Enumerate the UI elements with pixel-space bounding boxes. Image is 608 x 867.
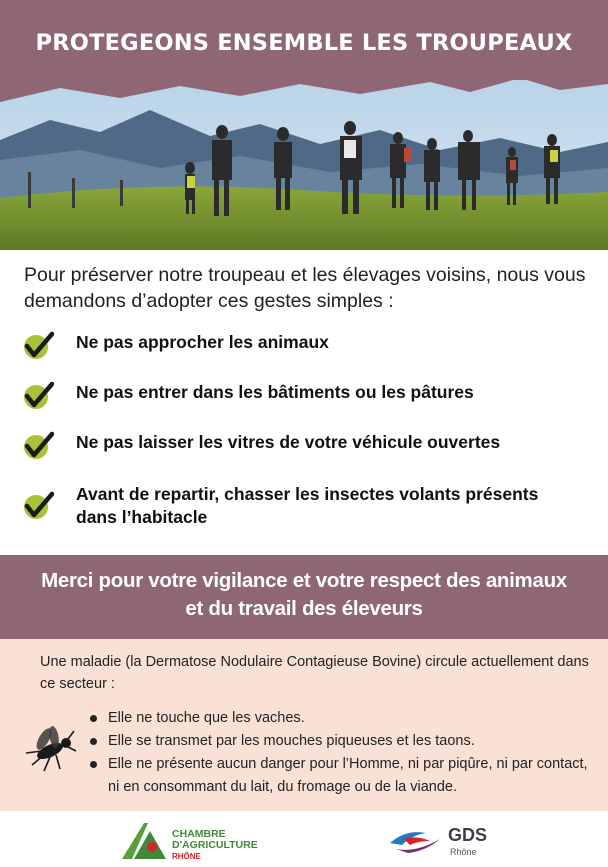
banner-line-1: Merci pour votre vigilance et votre respect des animaux [41, 569, 567, 592]
thanks-banner [0, 555, 608, 639]
chambre-agriculture-name: CHAMBRE D'AGRICULTURE RHÔNE [172, 828, 258, 861]
footer-logos [0, 811, 608, 867]
gds-name: GDS [448, 825, 488, 845]
checklist-item-label: Ne pas approcher les animaux [76, 332, 329, 352]
intro-text: Pour préserver notre troupeau et les élevages voisins, nous vous demandons d’adopter ces gestes simples : [24, 264, 586, 312]
gds-logo [386, 825, 444, 855]
gds-region: Rhône [450, 847, 477, 857]
list-item: Elle ne présente aucun danger pour l’Homme, ni par piqûre, ni par contact, ni en consommant du lait, du fromage ou de la viande. [88, 753, 598, 799]
check-icon [22, 331, 54, 361]
hikers-photo [0, 80, 608, 250]
checklist-item-label: Ne pas laisser les vitres de votre véhicule ouvertes [76, 432, 501, 452]
disease-facts-list [88, 707, 598, 799]
disease-info-panel [0, 639, 608, 811]
check-icon [22, 431, 54, 461]
chambre-agriculture-logo [118, 819, 170, 863]
list-item: Elle ne touche que les vaches. [88, 707, 598, 730]
page-title: PROTEGEONS ENSEMBLE LES TROUPEAUX [35, 30, 573, 56]
fly-icon [20, 721, 78, 773]
check-icon [22, 491, 54, 521]
check-icon [22, 381, 54, 411]
list-item: Elle se transmet par les mouches piqueuses et les taons. [88, 730, 598, 753]
checklist-item-label: Avant de repartir, chasser les insectes volants présents dans l’habitacle [76, 484, 539, 527]
banner-line-2: et du travail des éleveurs [185, 597, 423, 620]
disease-info-text: Une maladie (la Dermatose Nodulaire Contagieuse Bovine) circule actuellement dans ce secteur : [40, 654, 589, 692]
checklist-item-label: Ne pas entrer dans les bâtiments ou les pâtures [76, 382, 474, 402]
